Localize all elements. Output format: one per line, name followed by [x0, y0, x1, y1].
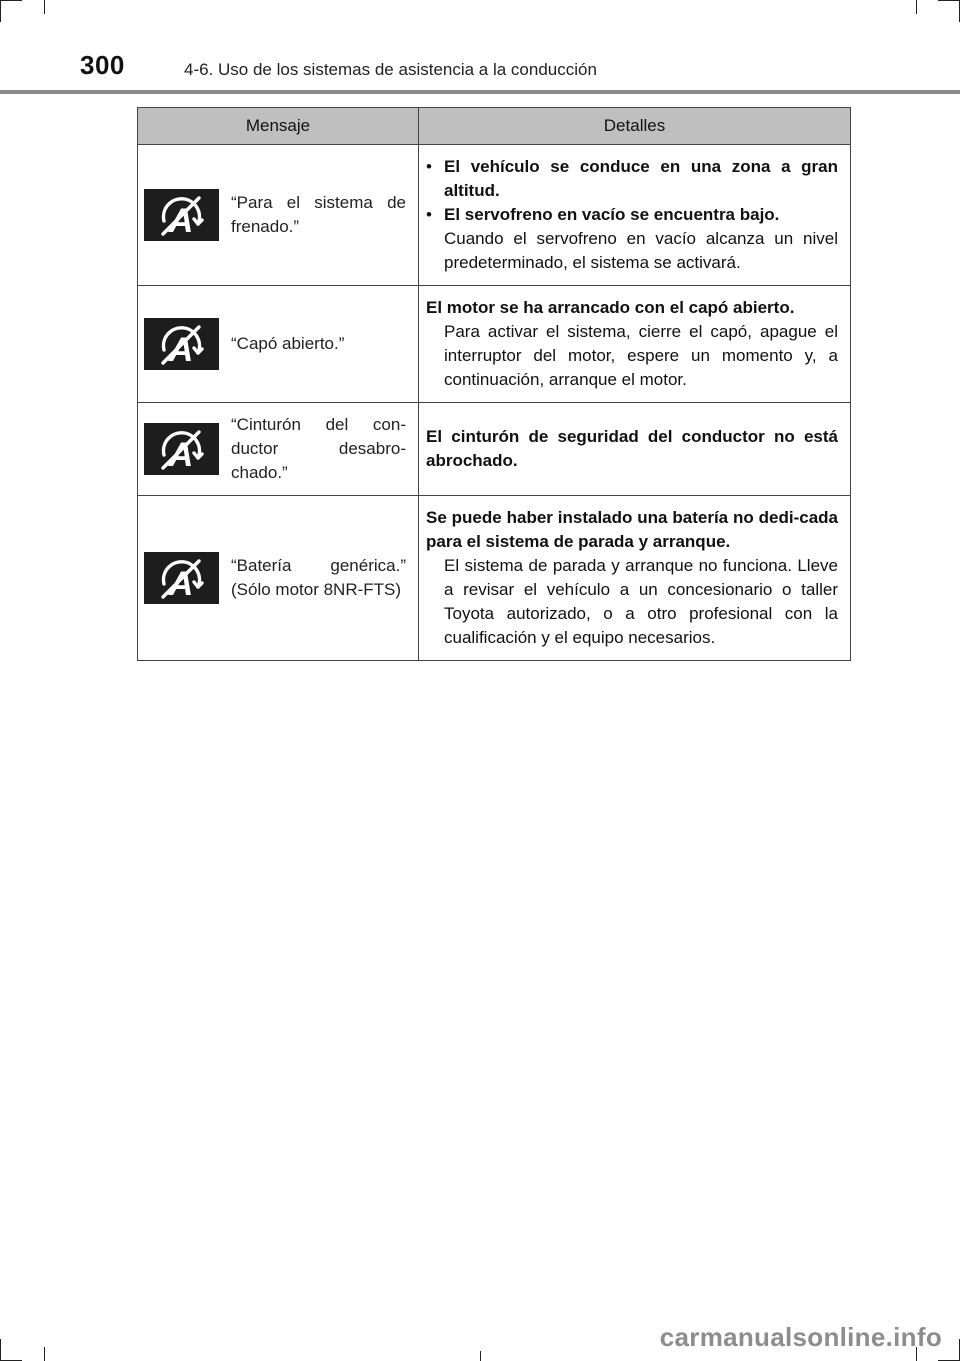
- crop-mark: [44, 0, 45, 14]
- message-cell: [138, 286, 419, 403]
- crop-mark: [0, 0, 22, 1]
- column-header-mensaje: Mensaje: [138, 108, 419, 145]
- details-bold: El motor se ha arrancado con el capó abierto.: [426, 298, 795, 317]
- list-item: [426, 155, 838, 203]
- details-bold: El cinturón de seguridad del conductor no está abrochado.: [426, 427, 838, 470]
- message-text: “Capó abierto.”: [231, 334, 345, 353]
- message-text: “Para el sistema de frenado.”: [231, 193, 406, 236]
- message-text: “Batería genérica.” (Sólo motor 8NR-FTS): [231, 556, 406, 599]
- message-cell: [138, 496, 419, 661]
- column-header-detalles: Detalles: [419, 108, 851, 145]
- watermark-logo[interactable]: carmanualsonline.info: [659, 1322, 942, 1352]
- svg-text:A: A: [168, 565, 193, 601]
- crop-mark: [44, 1347, 45, 1361]
- crop-mark: [480, 1351, 481, 1361]
- auto-start-stop-off-icon: [144, 423, 219, 475]
- bullet-icon: •: [426, 205, 432, 224]
- table-header-row: [138, 108, 851, 145]
- details-bold: El vehículo se conduce en una zona a gran altitud.: [444, 157, 838, 200]
- details-cell: [419, 286, 851, 403]
- message-table: [137, 107, 851, 661]
- table-row: [138, 286, 851, 403]
- crop-mark: [916, 0, 917, 14]
- details-text: Para activar el sistema, cierre el capó, apague el interruptor del motor, espere un momento y, a continuación, arranque el motor.: [444, 322, 838, 389]
- details-bold: El servofreno en vacío se encuentra bajo.: [444, 205, 780, 224]
- message-cell: [138, 403, 419, 496]
- section-title: 4-6. Uso de los sistemas de asistencia a la conducción: [184, 60, 597, 79]
- details-cell: [419, 145, 851, 286]
- svg-text:A: A: [168, 331, 193, 367]
- crop-mark: [0, 0, 1, 22]
- message-cell: [138, 145, 419, 286]
- list-item: [426, 203, 838, 275]
- table-row: [138, 496, 851, 661]
- svg-text:A: A: [168, 436, 193, 472]
- auto-start-stop-off-icon: [144, 552, 219, 604]
- page-number: 300: [80, 50, 125, 80]
- crop-mark: [0, 1339, 1, 1361]
- details-text: El sistema de parada y arranque no funciona. Lleve a revisar el vehículo a un concesionario o taller Toyota autorizado, o a otro profesional con la cualificación y el equipo necesarios.: [444, 556, 838, 647]
- details-cell: [419, 403, 851, 496]
- details-cell: [419, 496, 851, 661]
- header-rule: [0, 90, 960, 94]
- details-bold: Se puede haber instalado una batería no dedi-cada para el sistema de parada y arranque.: [426, 508, 838, 551]
- auto-start-stop-off-icon: [144, 318, 219, 370]
- table-row: [138, 145, 851, 286]
- bullet-icon: •: [426, 157, 432, 176]
- auto-start-stop-off-icon: [144, 189, 219, 241]
- message-text: “Cinturón del con-ductor desabro-chado.”: [231, 415, 406, 482]
- crop-mark: [938, 0, 960, 1]
- svg-text:A: A: [168, 202, 193, 238]
- table-row: [138, 403, 851, 496]
- details-text: Cuando el servofreno en vacío alcanza un nivel predeterminado, el sistema se activará.: [444, 229, 838, 272]
